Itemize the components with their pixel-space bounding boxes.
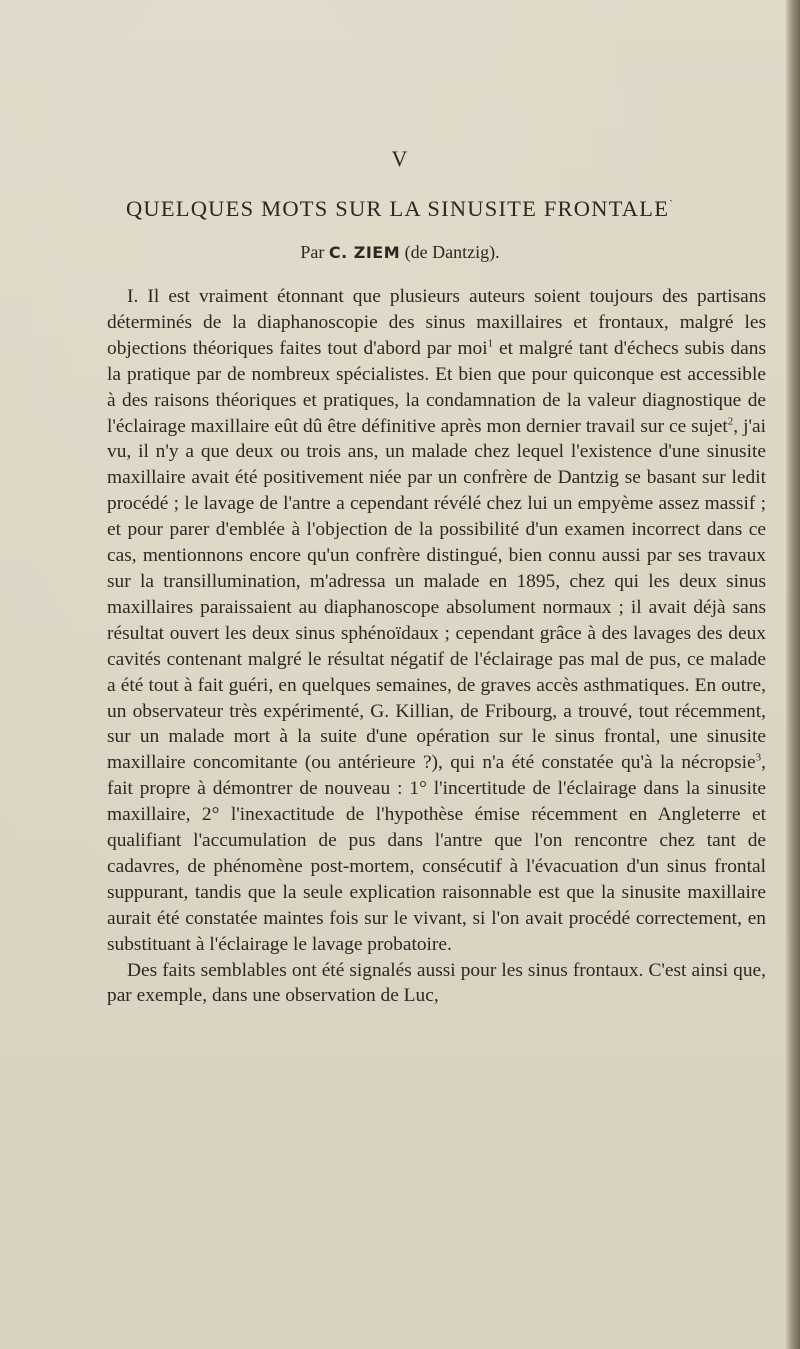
byline	[0, 242, 800, 263]
paragraph-1-segment-2: et malgré tant d'échecs subis dans la pratique par de nombreux spécialistes. Et bien que pour quiconque est accessible à des raisons théoriques et pratiques, la condamnation de la valeur diagnostique de l'éclairage maxillaire eût dû être définitive après mon dernier travail sur ce sujet	[107, 337, 766, 437]
paragraph-1-segment-3: , j'ai vu, il n'y a que deux ou trois ans, un malade chez lequel l'existence d'une sinusite maxillaire avait été positivement niée par un confrère de Dantzig se basant sur ledit procédé ; le lavage de l'antre a cependant révélé chez lui un empyème assez massif ; et pour parer d'emblée à l'objection de la possibilité d'un examen incorrect dans ce cas, mentionnons encore qu'un confrère distingué, bien connu aussi par ses travaux sur la transillumination, m'adressa un malade en 1895, chez qui les deux sinus maxillaires paraissaient au diaphanoscope absolument normaux ; il avait déjà sans résultat ouvert les deux sinus sphénoïdaux ; cependant grâce à des lavages des deux cavités contenant malgré le résultat négatif de l'éclairage pas mal de pus, ce malade a été tout à fait guéri, en quelques semaines, de graves accès asthmatiques. En outre, un observateur très expérimenté, G. Killian, de Fribourg, a trouvé, tout récemment, sur un malade mort à la suite d'une opération sur le sinus frontal, une sinusite maxillaire concomitante (ou antérieure ?), qui n'a été constatée qu'à la nécropsie	[107, 415, 766, 774]
title-text: QUELQUES MOTS SUR LA SINUSITE FRONTALE	[125, 196, 670, 221]
paragraph-2: Des faits semblables ont été signalés aussi pour les sinus frontaux. C'est ainsi que, par exemple, dans une observation de Luc,	[107, 959, 766, 1007]
title-mark: `	[669, 198, 675, 211]
footnote-mark-1: 1	[487, 337, 494, 350]
paragraph-1-segment-1: I. Il est vraiment étonnant que plusieurs auteurs soient toujours des partisans déterminés de la diaphanoscopie des sinus maxillaires et frontaux, malgré les objections théoriques faites tout d'abord par moi	[107, 286, 766, 359]
byline-prefix: Par	[300, 242, 325, 262]
section-number: V	[391, 146, 409, 171]
paragraph-1-segment-4: , fait propre à démontrer de nouveau : 1° l'incertitude de l'éclairage dans la sinusite maxillaire, 2° l'inexactitude de l'hypothèse émise récemment en Angleterre et qualifiant l'accumulation de pus dans l'antre que l'on rencontre chez tant de cadavres, de phénomène post-mortem, consécutif à l'évacuation d'un sinus frontal suppurant, tandis que la seule explication raisonnable est que la sinusite maxillaire aurait été constatée maintes fois sur le vivant, si l'on avait procédé correctement, en substituant à l'éclairage le lavage probatoire.	[107, 752, 766, 955]
footnote-mark-2: 2	[727, 415, 734, 428]
footnote-mark-3: 3	[755, 751, 762, 764]
byline-suffix: (de Dantzig).	[404, 242, 500, 262]
article-body	[107, 284, 766, 1009]
paragraph-1	[107, 284, 766, 958]
article-title	[0, 196, 800, 222]
byline-author: C. ZIEM	[328, 243, 401, 262]
